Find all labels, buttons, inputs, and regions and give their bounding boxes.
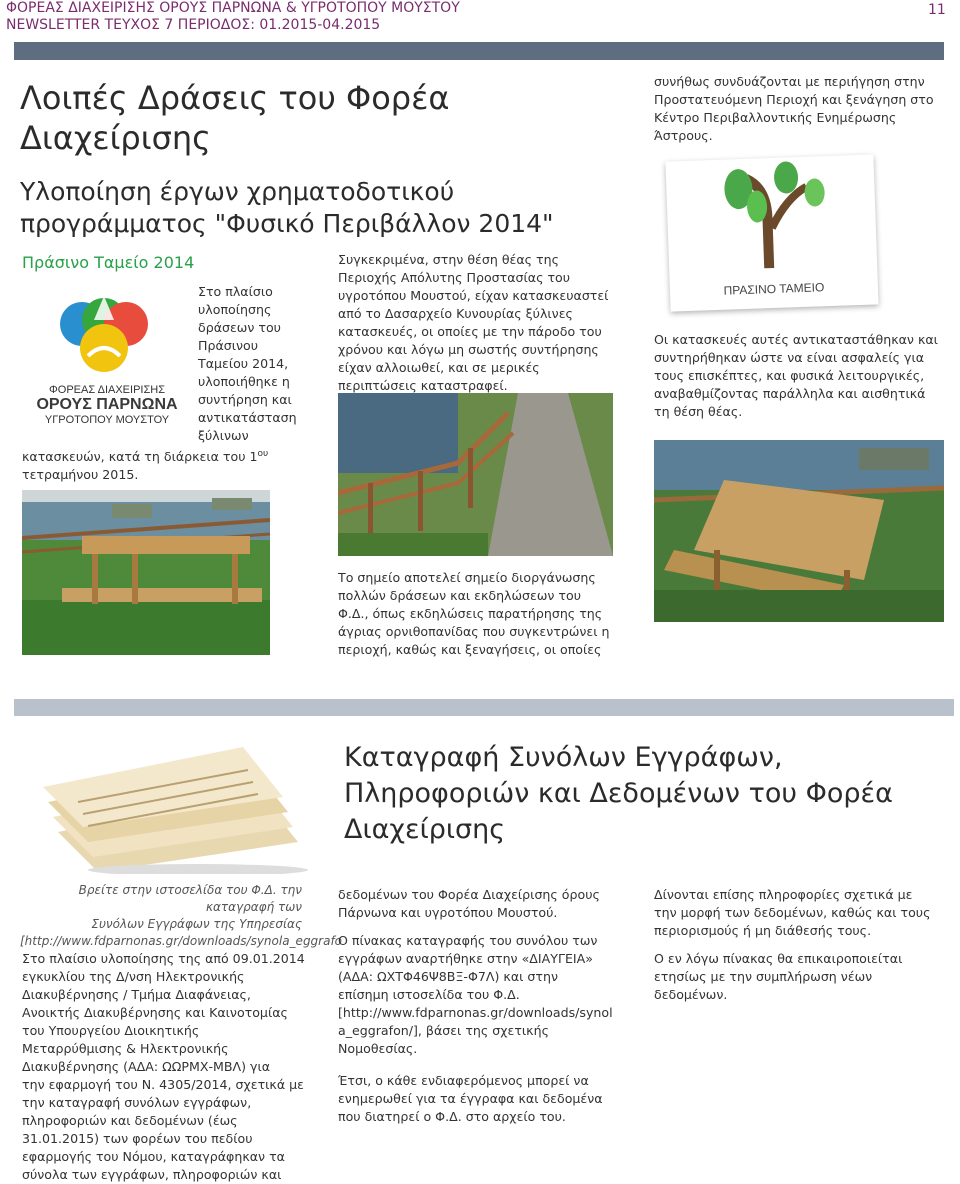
parnonas-logo-icon bbox=[24, 290, 190, 380]
section2-bar bbox=[14, 699, 954, 716]
middle-text: Συγκεκριμένα, στην θέση θέας της Περιοχής Απόλυτης Προστασίας του υγροτόπου Μουστού, είχαν κατασκευαστεί από το Δασαρχείο Κυνουρίας ξύλινες κατασκευές, οι οποίες με την πάροδο του χρόνου και λόγω μη σωστής συντήρησης είχαν αλλοιωθεί, και σε μερικές περιπτώσεις καταστραφεί. bbox=[338, 252, 609, 393]
green-fund-logo: ΠΡΑΣΙΝΟ ΤΑΜΕΙΟ bbox=[665, 154, 878, 311]
newsletter-header bbox=[6, 0, 460, 34]
intro-tail: κατασκευών, κατά τη διάρκεια του $1^{o\upsilon}$ τετραμήνου 2015. bbox=[22, 449, 269, 483]
green-fund-heading: Πράσινο Ταμείο 2014 bbox=[22, 253, 195, 272]
column-2-text: δεδομένων του Φορέα Διαχείρισης όρους Πάρνωνα και υγροτόπου Μουστού. Ο πίνακας καταγραφής του συνόλου των εγγράφων αναρτήθηκε στην «ΔΙΑΥΓΕΙΑ» (ΑΔΑ: ΩΧΤΦ46Ψ8ΒΞ-Φ7Λ) και στην επίσημη ιστοσελίδα του Φ.Δ. [http://www.fdparnonas.gr/downloads/synol a_eggrafon/], βάσει της σχετικής Νομοθεσίας. Έτσι, ο κάθε ενδιαφερόμενος μπορεί να ενημερωθεί για τα έγγραφα και δεδομένα που διατηρεί ο Φ.Δ. στο αρχείο του. bbox=[338, 887, 613, 1124]
tree-icon bbox=[665, 154, 877, 281]
column-3-text: Δίνονται επίσης πληροφορίες σχετικά με την μορφή των δεδομένων, καθώς και τους περιορισμούς ή μη διάθεσής τους. Ο εν λόγω πίνακας θα επικαιροποιείται ετησίως με την συμπλήρωση νέων δεδομένων. bbox=[654, 887, 931, 1002]
section-subtitle: Υλοποίηση έργων χρηματοδοτικού προγράμματος "Φυσικό Περιβάλλον 2014" bbox=[20, 177, 554, 238]
website-note: Βρείτε στην ιστοσελίδα του Φ.Δ. την καταγραφή των Συνόλων Εγγράφων της Υπηρεσίας [http://www.fdparnonas.gr/downloads/synola_eggrafo bbox=[20, 883, 343, 948]
photo-picnic-table bbox=[654, 440, 944, 622]
photo-documents bbox=[38, 732, 320, 874]
photo-fence-path bbox=[338, 393, 613, 556]
header-bar bbox=[14, 42, 944, 60]
intro-text: Στο πλαίσιο υλοποίησης δράσεων του Πράσινου Ταμείου 2014, υλοποιήθηκε η συντήρηση και αντικατάσταση ξύλινων bbox=[198, 284, 297, 443]
photo-bench-lake bbox=[22, 490, 270, 655]
header-issue: NEWSLETTER ΤΕΥΧΟΣ 7 ΠΕΡΙΟΔΟΣ: 01.2015-04.2015 bbox=[6, 17, 381, 33]
section-title: Λοιπές Δράσεις του Φορέα Διαχείρισης bbox=[20, 79, 450, 157]
right-mid-text: Οι κατασκευές αυτές αντικαταστάθηκαν και συντηρήθηκαν ώστε να είναι ασφαλείς για τους επισκέπτες, και φυσικά λειτουργικές, αναβαθμίζοντας παράλληλα και αισθητικά τη θέση θέας. bbox=[654, 332, 938, 419]
section2-title: Καταγραφή Συνόλων Εγγράφων, Πληροφοριών και Δεδομένων του Φορέα Διαχείρισης bbox=[344, 742, 893, 845]
column-1-text: Στο πλαίσιο υλοποίησης της από 09.01.2014 εγκυκλίου της Δ/νση Ηλεκτρονικής Διακυβέρνησης / Τμήμα Διαφάνειας, Ανοικτής Διακυβέρνησης και Καινοτομίας του Υπουργείου Διοικητικής Μεταρρύθμισης & Ηλεκτρονικής Διακυβέρνησης (ΑΔΑ: ΩΩΡΜΧ-ΜΒΛ) για την εφαρμογή του Ν. 4305/2014, σχετικά με την καταγραφή συνόλων εγγράφων, πληροφοριών και δεδομένων (έως 31.01.2015) των φορέων του πεδίου εφαρμογής του Νόμου, καταγράφηκαν τα σύνολα των εγγράφων, πληροφοριών και bbox=[22, 951, 305, 1182]
header-org: ΦΟΡΕΑΣ ΔΙΑΧΕΙΡΙΣΗΣ ΟΡΟΥΣ ΠΑΡΝΩΝΑ & ΥΓΡΟΤΟΠΟΥ ΜΟΥΣΤΟΥ bbox=[6, 0, 460, 16]
org-logo: ΦΟΡΕΑΣ ΔΙΑΧΕΙΡΙΣΗΣ ΟΡΟΥΣ ΠΑΡΝΩΝΑ ΥΓΡΟΤΟΠΟΥ ΜΟΥΣΤΟΥ bbox=[24, 290, 190, 420]
page-number: 11 bbox=[928, 2, 946, 18]
right-top-text: συνήθως συνδυάζονται με περιήγηση στην Προστατευόμενη Περιοχή και ξενάγηση στο Κέντρο Περιβαλλοντικής Ενημέρωσης Άστρους. bbox=[654, 74, 934, 143]
middle-bottom-text: Το σημείο αποτελεί σημείο διοργάνωσης πολλών δράσεων και εκδηλώσεων του Φ.Δ., όπως εκδηλώσεις παρατήρησης της άγριας ορνιθοπανίδας που συγκεντρώνει η περιοχή, καθώς και ξεναγήσεις, οι οποίες bbox=[338, 570, 610, 657]
